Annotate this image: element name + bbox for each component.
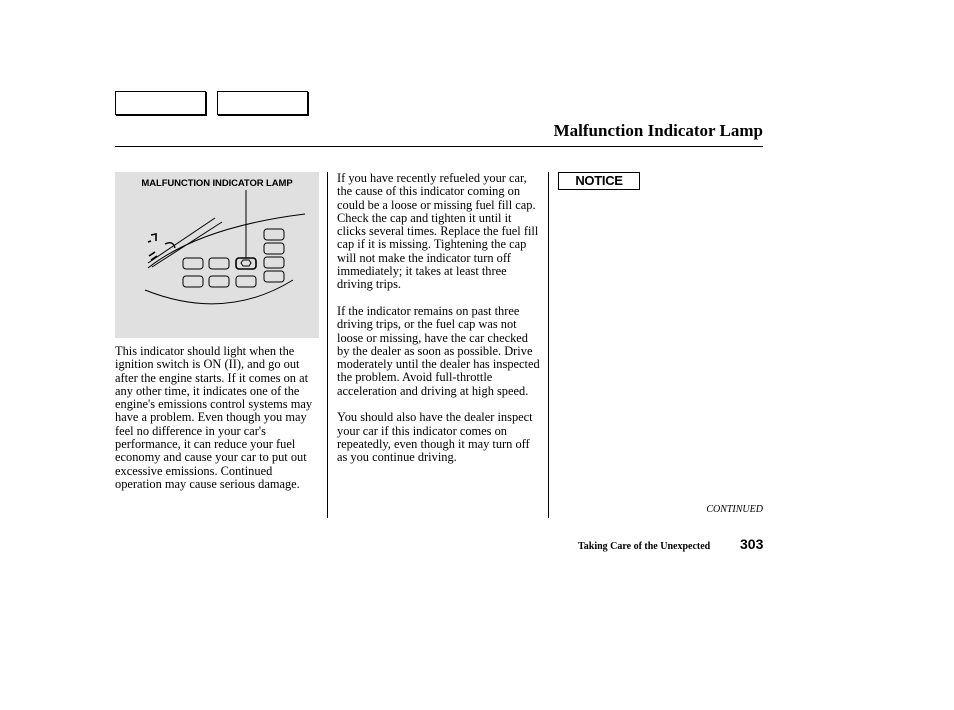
- column-divider: [327, 172, 328, 518]
- page-number: 303: [740, 536, 764, 552]
- column1-text: This indicator should light when the ignition switch is ON (II), and go out after the engine starts. If it comes on at any other time, it indicates one of the engine's emissions control systems may have a problem. Even though you may feel no difference in your car's performance, it can reduce your fuel economy and cause your car to put out excessive emissions. Continued operation may cause serious damage.: [115, 344, 313, 491]
- indicator-lamp: [209, 276, 229, 287]
- gauge-tick-2: [148, 241, 151, 242]
- indicator-lamp: [264, 243, 284, 254]
- indicator-lamp: [236, 276, 256, 287]
- indicator-lamp: [264, 229, 284, 240]
- footer-section-title: Taking Care of the Unexpected: [578, 541, 711, 552]
- paragraph: If you have recently refueled your car, the cause of this indicator coming on could be a loose or missing fuel fill cap. Check the cap and tighten it until it clicks several times. Replace the fuel fill cap if it is missing. Tightening the cap will not make the indicator turn off immediately; it takes at least three driving trips.: [337, 171, 539, 292]
- indicator-lamp: [209, 258, 229, 269]
- nav-box-next[interactable]: [217, 91, 308, 115]
- gauge-line-1: [148, 218, 215, 263]
- gauge-arc-top: [148, 214, 305, 268]
- gauge-tick-1: [151, 234, 156, 241]
- gauge-line-2: [152, 222, 222, 267]
- page-title: Malfunction Indicator Lamp: [553, 121, 763, 140]
- figure-panel: [115, 172, 319, 338]
- gauge-needle: [165, 243, 175, 248]
- gauge-tick-3: [149, 252, 155, 256]
- paragraph: You should also have the dealer inspect your car if this indicator comes on repeatedly, even though it may turn off as you continue driving.: [337, 410, 533, 465]
- indicator-lamp: [264, 271, 284, 282]
- header-rule: [115, 146, 763, 147]
- notice-label: NOTICE: [558, 172, 640, 190]
- paragraph: If the indicator remains on past three driving trips, or the fuel cap was not loose or missing, have the car checked by the dealer as soon as possible. Drive moderately until the dealer has inspected the problem. Avoid full-throttle acceleration and driving at high speed.: [337, 303, 540, 398]
- gauge-arc-bottom: [145, 280, 293, 304]
- column-divider: [548, 172, 549, 518]
- column2: [337, 172, 542, 478]
- indicator-lamp: [183, 258, 203, 269]
- nav-box-previous[interactable]: [115, 91, 206, 115]
- indicator-lamp: [183, 276, 203, 287]
- continued-label: CONTINUED: [706, 504, 763, 515]
- indicator-lamp: [264, 257, 284, 268]
- instrument-cluster-illustration: [115, 172, 319, 338]
- engine-icon: [241, 260, 251, 266]
- figure-caption: MALFUNCTION INDICATOR LAMP: [141, 178, 293, 189]
